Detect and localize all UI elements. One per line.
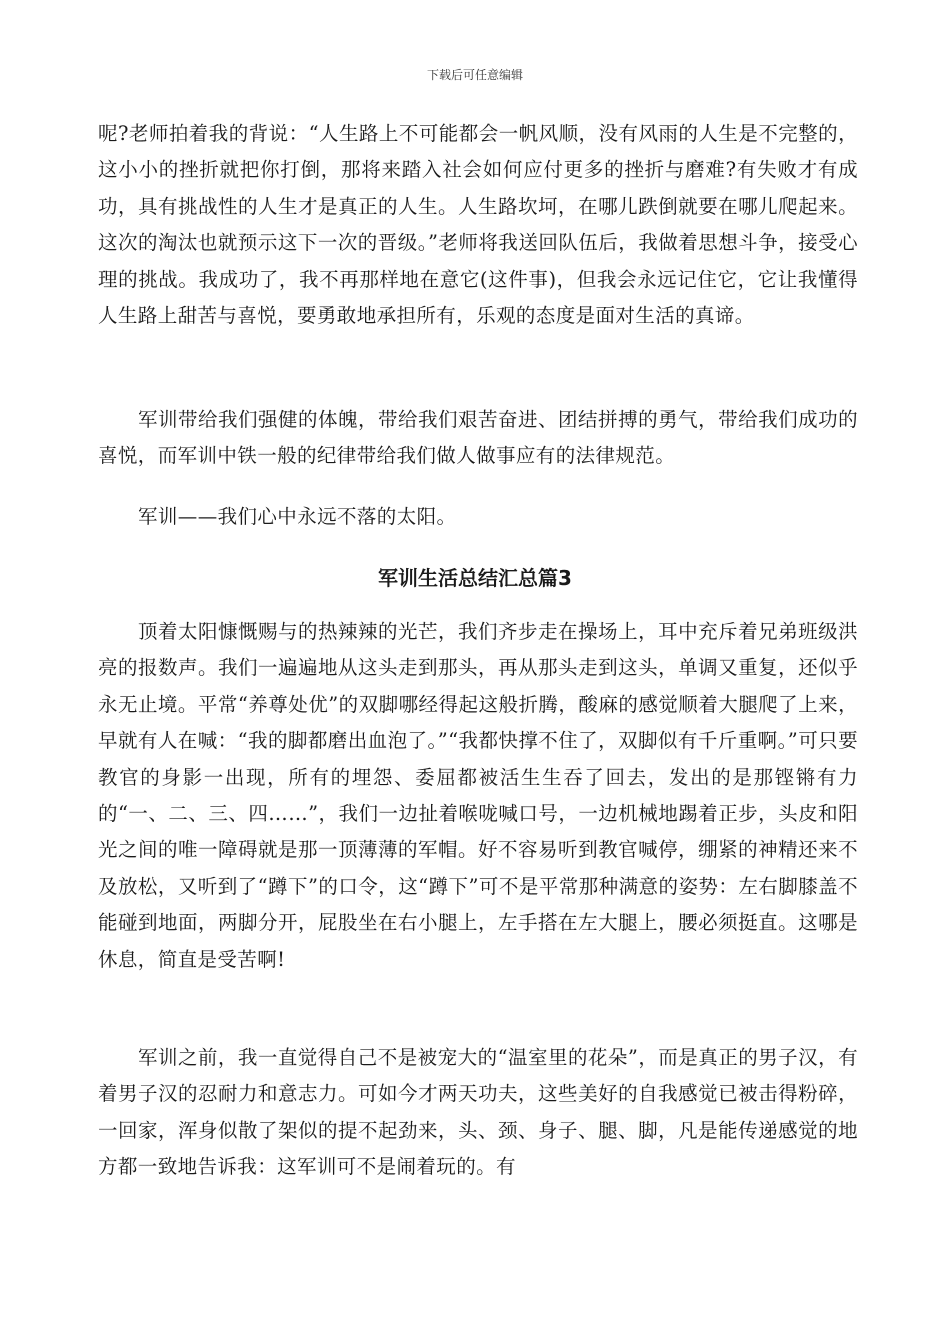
paragraph-before-training: 军训之前，我一直觉得自己不是被宠大的“温室里的花朵”，而是真正的男子汉，有着男子汉的忍耐力和意志力。可如今才两天功夫，这些美好的自我感觉已被击得粉碎，一回家，浑身似散了架似的提不起劲来，头、颈、身子、腿、脚，凡是能传递感觉的地方都一致地告诉我：这军训可不是闹着玩的。有 <box>98 1046 858 1179</box>
paragraph-teacher-advice: 呢?老师拍着我的背说：“人生路上不可能都会一帆风顺，没有风雨的人生是不完整的，这小小的挫折就把你打倒，那将来踏入社会如何应付更多的挫折与磨难?有失败才有成功，具有挑战性的人生才是真正的人生。人生路坎坷，在哪儿跌倒就要在哪儿爬起来。这次的淘汰也就预示这下一次的晋级。”老师将我送回队伍后，我做着思想斗争，接受心理的挑战。我成功了，我不再那样地在意它(这件事)，但我会永远记住它，它让我懂得人生路上甜苦与喜悦，要勇敢地承担所有，乐观的态度是面对生活的真谛。 <box>98 122 858 328</box>
paragraph-military-training-benefits: 军训带给我们强健的体魄，带给我们艰苦奋进、团结拼搏的勇气，带给我们成功的喜悦，而军训中铁一般的纪律带给我们做人做事应有的法律规范。 <box>98 408 858 468</box>
paragraph-military-training-sun: 军训——我们心中永远不落的太阳。 <box>138 505 457 528</box>
page-header: 下载后可任意编辑 <box>426 68 523 82</box>
paragraph-marching: 顶着太阳慷慨赐与的热辣辣的光芒，我们齐步走在操场上，耳中充斥着兄弟班级洪亮的报数声。我们一遍遍地从这头走到那头，再从那头走到这头，单调又重复，还似乎永无止境。平常“养尊处优”的双脚哪经得起这般折腾，酸麻的感觉顺着大腿爬了上来，早就有人在喊：“我的脚都磨出血泡了。”“我都快撑不住了，双脚似有千斤重啊。”可只要教官的身影一出现，所有的埋怨、委屈都被活生生吞了回去，发出的是那铿锵有力的“一、二、三、四……”，我们一边扯着喉咙喊口号，一边机械地踢着正步，头皮和阳光之间的唯一障碍就是那一顶薄薄的军帽。好不容易听到教官喊停，绷紧的神精还来不及放松，又听到了“蹲下”的口令，这“蹲下”可不是平常那种满意的姿势：左右脚膝盖不能碰到地面，两脚分开，屁股坐在右小腿上，左手搭在左大腿上，腰必须挺直。这哪是休息，简直是受苦啊! <box>98 620 858 971</box>
section-heading: 军训生活总结汇总篇3 <box>378 566 572 590</box>
